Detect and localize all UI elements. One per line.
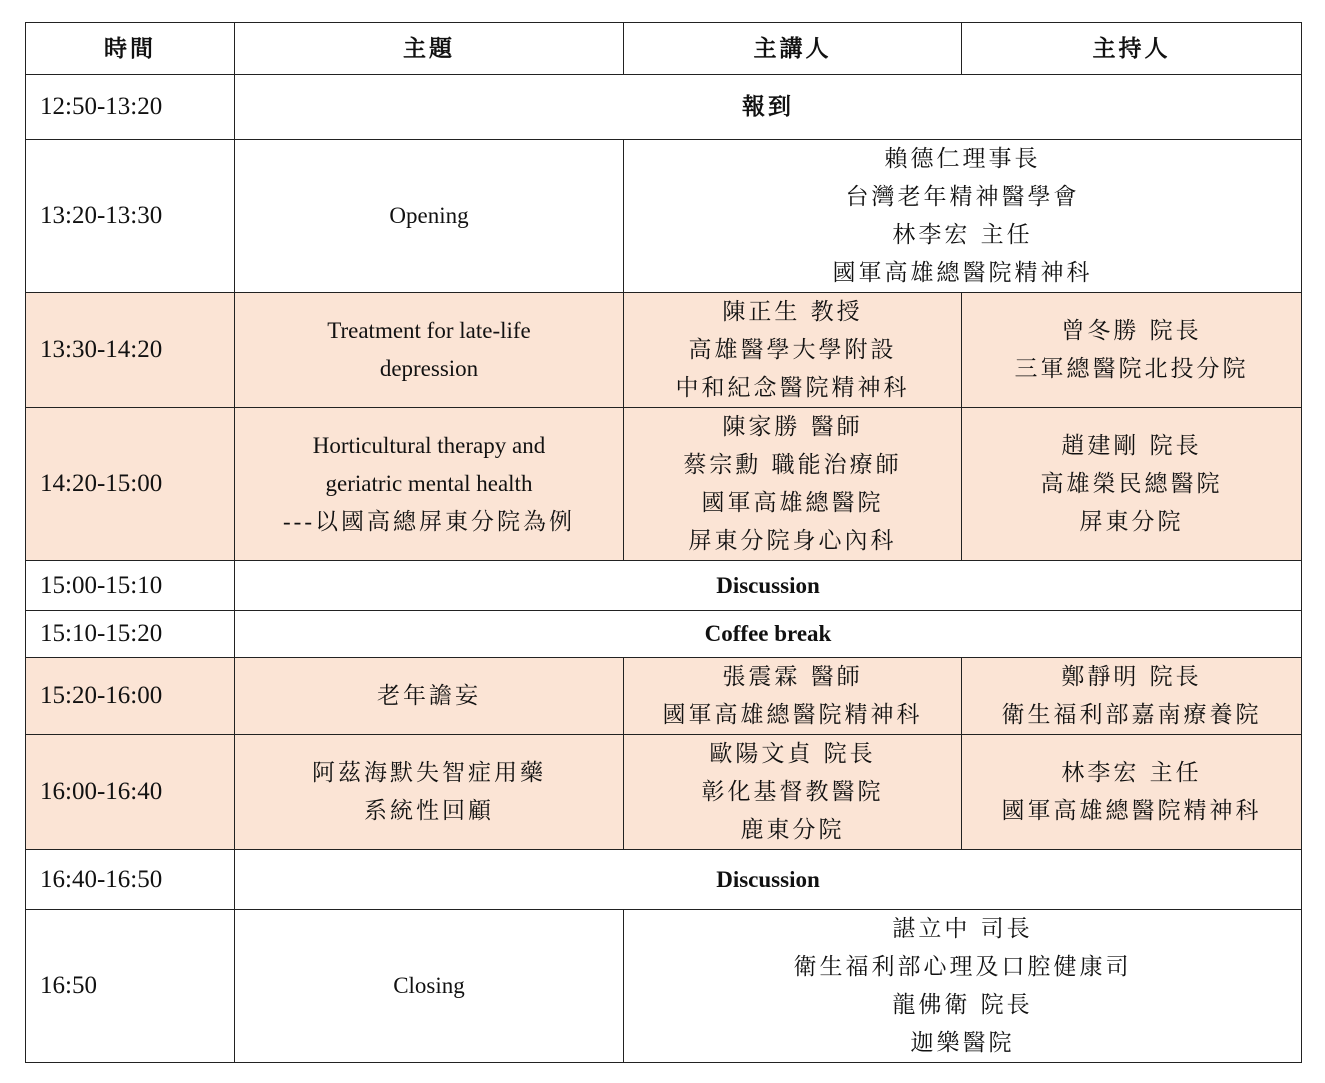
time-cell: 16:40-16:50 <box>26 850 235 910</box>
table-row <box>26 910 1302 1063</box>
header-topic: 主題 <box>235 23 624 75</box>
table-row <box>26 735 1302 850</box>
topic-line: ---以國高總屏東分院為例 <box>283 509 575 534</box>
moderator-cell <box>962 293 1302 408</box>
table-row <box>26 140 1302 293</box>
speaker-line: 高雄醫學大學附設 <box>688 337 897 363</box>
time-cell: 16:50 <box>26 910 235 1063</box>
speaker-line: 彰化基督教醫院 <box>701 779 884 805</box>
speaker-line: 歐陽文貞 院長 <box>709 741 876 767</box>
header-time: 時間 <box>26 23 235 75</box>
topic-cell <box>235 658 624 735</box>
speaker-line: 迦樂醫院 <box>910 1030 1015 1056</box>
schedule-table <box>25 22 1302 1063</box>
topic-line: 系統性回顧 <box>364 798 494 824</box>
topic-line: Treatment for late-life <box>327 318 531 343</box>
speaker-line: 鹿東分院 <box>740 817 845 843</box>
speaker-cell <box>624 293 962 408</box>
time-cell: 15:10-15:20 <box>26 611 235 658</box>
moderator-cell <box>962 735 1302 850</box>
coffee-break-cell: Coffee break <box>235 611 1302 658</box>
moderator-cell <box>962 658 1302 735</box>
time-cell: 15:00-15:10 <box>26 561 235 611</box>
topic-line: Opening <box>389 203 469 228</box>
speaker-line: 龍佛衛 院長 <box>892 992 1033 1018</box>
speaker-line: 蔡宗勳 職能治療師 <box>683 452 902 478</box>
table-row <box>26 850 1302 910</box>
topic-line: Horticultural therapy and <box>312 433 546 458</box>
table-row <box>26 611 1302 658</box>
speaker-line: 中和紀念醫院精神科 <box>675 375 910 401</box>
speaker-line: 台灣老年精神醫學會 <box>845 184 1080 210</box>
topic-cell <box>235 140 624 293</box>
speaker-cell <box>624 408 962 561</box>
moderator-line: 三軍總醫院北投分院 <box>1014 356 1249 382</box>
registration-cell: 報到 <box>235 75 1302 140</box>
time-cell: 13:30-14:20 <box>26 293 235 408</box>
header-moderator: 主持人 <box>962 23 1302 75</box>
moderator-line: 趙建剛 院長 <box>1061 433 1202 459</box>
table-row <box>26 75 1302 140</box>
time-cell: 14:20-15:00 <box>26 408 235 561</box>
speaker-line: 國軍高雄總醫院精神科 <box>662 702 923 728</box>
header-speaker: 主講人 <box>624 23 962 75</box>
moderator-line: 屏東分院 <box>1079 509 1184 535</box>
speaker-line: 陳家勝 醫師 <box>722 414 863 440</box>
topic-line: depression <box>379 356 479 381</box>
discussion-cell: Discussion <box>235 561 1302 611</box>
speaker-cell <box>624 910 1302 1063</box>
moderator-line: 林李宏 主任 <box>1061 760 1202 786</box>
table-row <box>26 293 1302 408</box>
topic-line: 阿茲海默失智症用藥 <box>312 760 546 786</box>
speaker-line: 衛生福利部心理及口腔健康司 <box>793 954 1132 980</box>
topic-cell <box>235 408 624 561</box>
speaker-line: 國軍高雄總醫院精神科 <box>832 260 1093 286</box>
time-cell: 12:50-13:20 <box>26 75 235 140</box>
moderator-line: 國軍高雄總醫院精神科 <box>1001 798 1262 824</box>
table-row <box>26 408 1302 561</box>
time-cell: 16:00-16:40 <box>26 735 235 850</box>
topic-line: geriatric mental health <box>325 471 533 496</box>
moderator-line: 曾冬勝 院長 <box>1061 318 1202 344</box>
topic-cell <box>235 910 624 1063</box>
moderator-line: 高雄榮民總醫院 <box>1040 471 1223 497</box>
moderator-line: 鄭靜明 院長 <box>1061 664 1202 690</box>
topic-line: Closing <box>393 973 465 998</box>
topic-cell <box>235 735 624 850</box>
time-cell: 15:20-16:00 <box>26 658 235 735</box>
moderator-cell <box>962 408 1302 561</box>
speaker-line: 國軍高雄總醫院 <box>701 490 884 516</box>
speaker-line: 賴德仁理事長 <box>884 146 1041 172</box>
time-cell: 13:20-13:30 <box>26 140 235 293</box>
speaker-cell <box>624 658 962 735</box>
speaker-cell <box>624 140 1302 293</box>
topic-line: 老年譫妄 <box>377 683 481 709</box>
table-row <box>26 561 1302 611</box>
speaker-line: 張震霖 醫師 <box>722 664 863 690</box>
header-row <box>26 23 1302 75</box>
moderator-line: 衛生福利部嘉南療養院 <box>1001 702 1262 728</box>
speaker-cell <box>624 735 962 850</box>
speaker-line: 諶立中 司長 <box>892 916 1033 942</box>
speaker-line: 林李宏 主任 <box>892 222 1033 248</box>
speaker-line: 陳正生 教授 <box>722 299 863 325</box>
topic-cell <box>235 293 624 408</box>
speaker-line: 屏東分院身心內科 <box>688 528 897 554</box>
table-row <box>26 658 1302 735</box>
discussion-cell: Discussion <box>235 850 1302 910</box>
